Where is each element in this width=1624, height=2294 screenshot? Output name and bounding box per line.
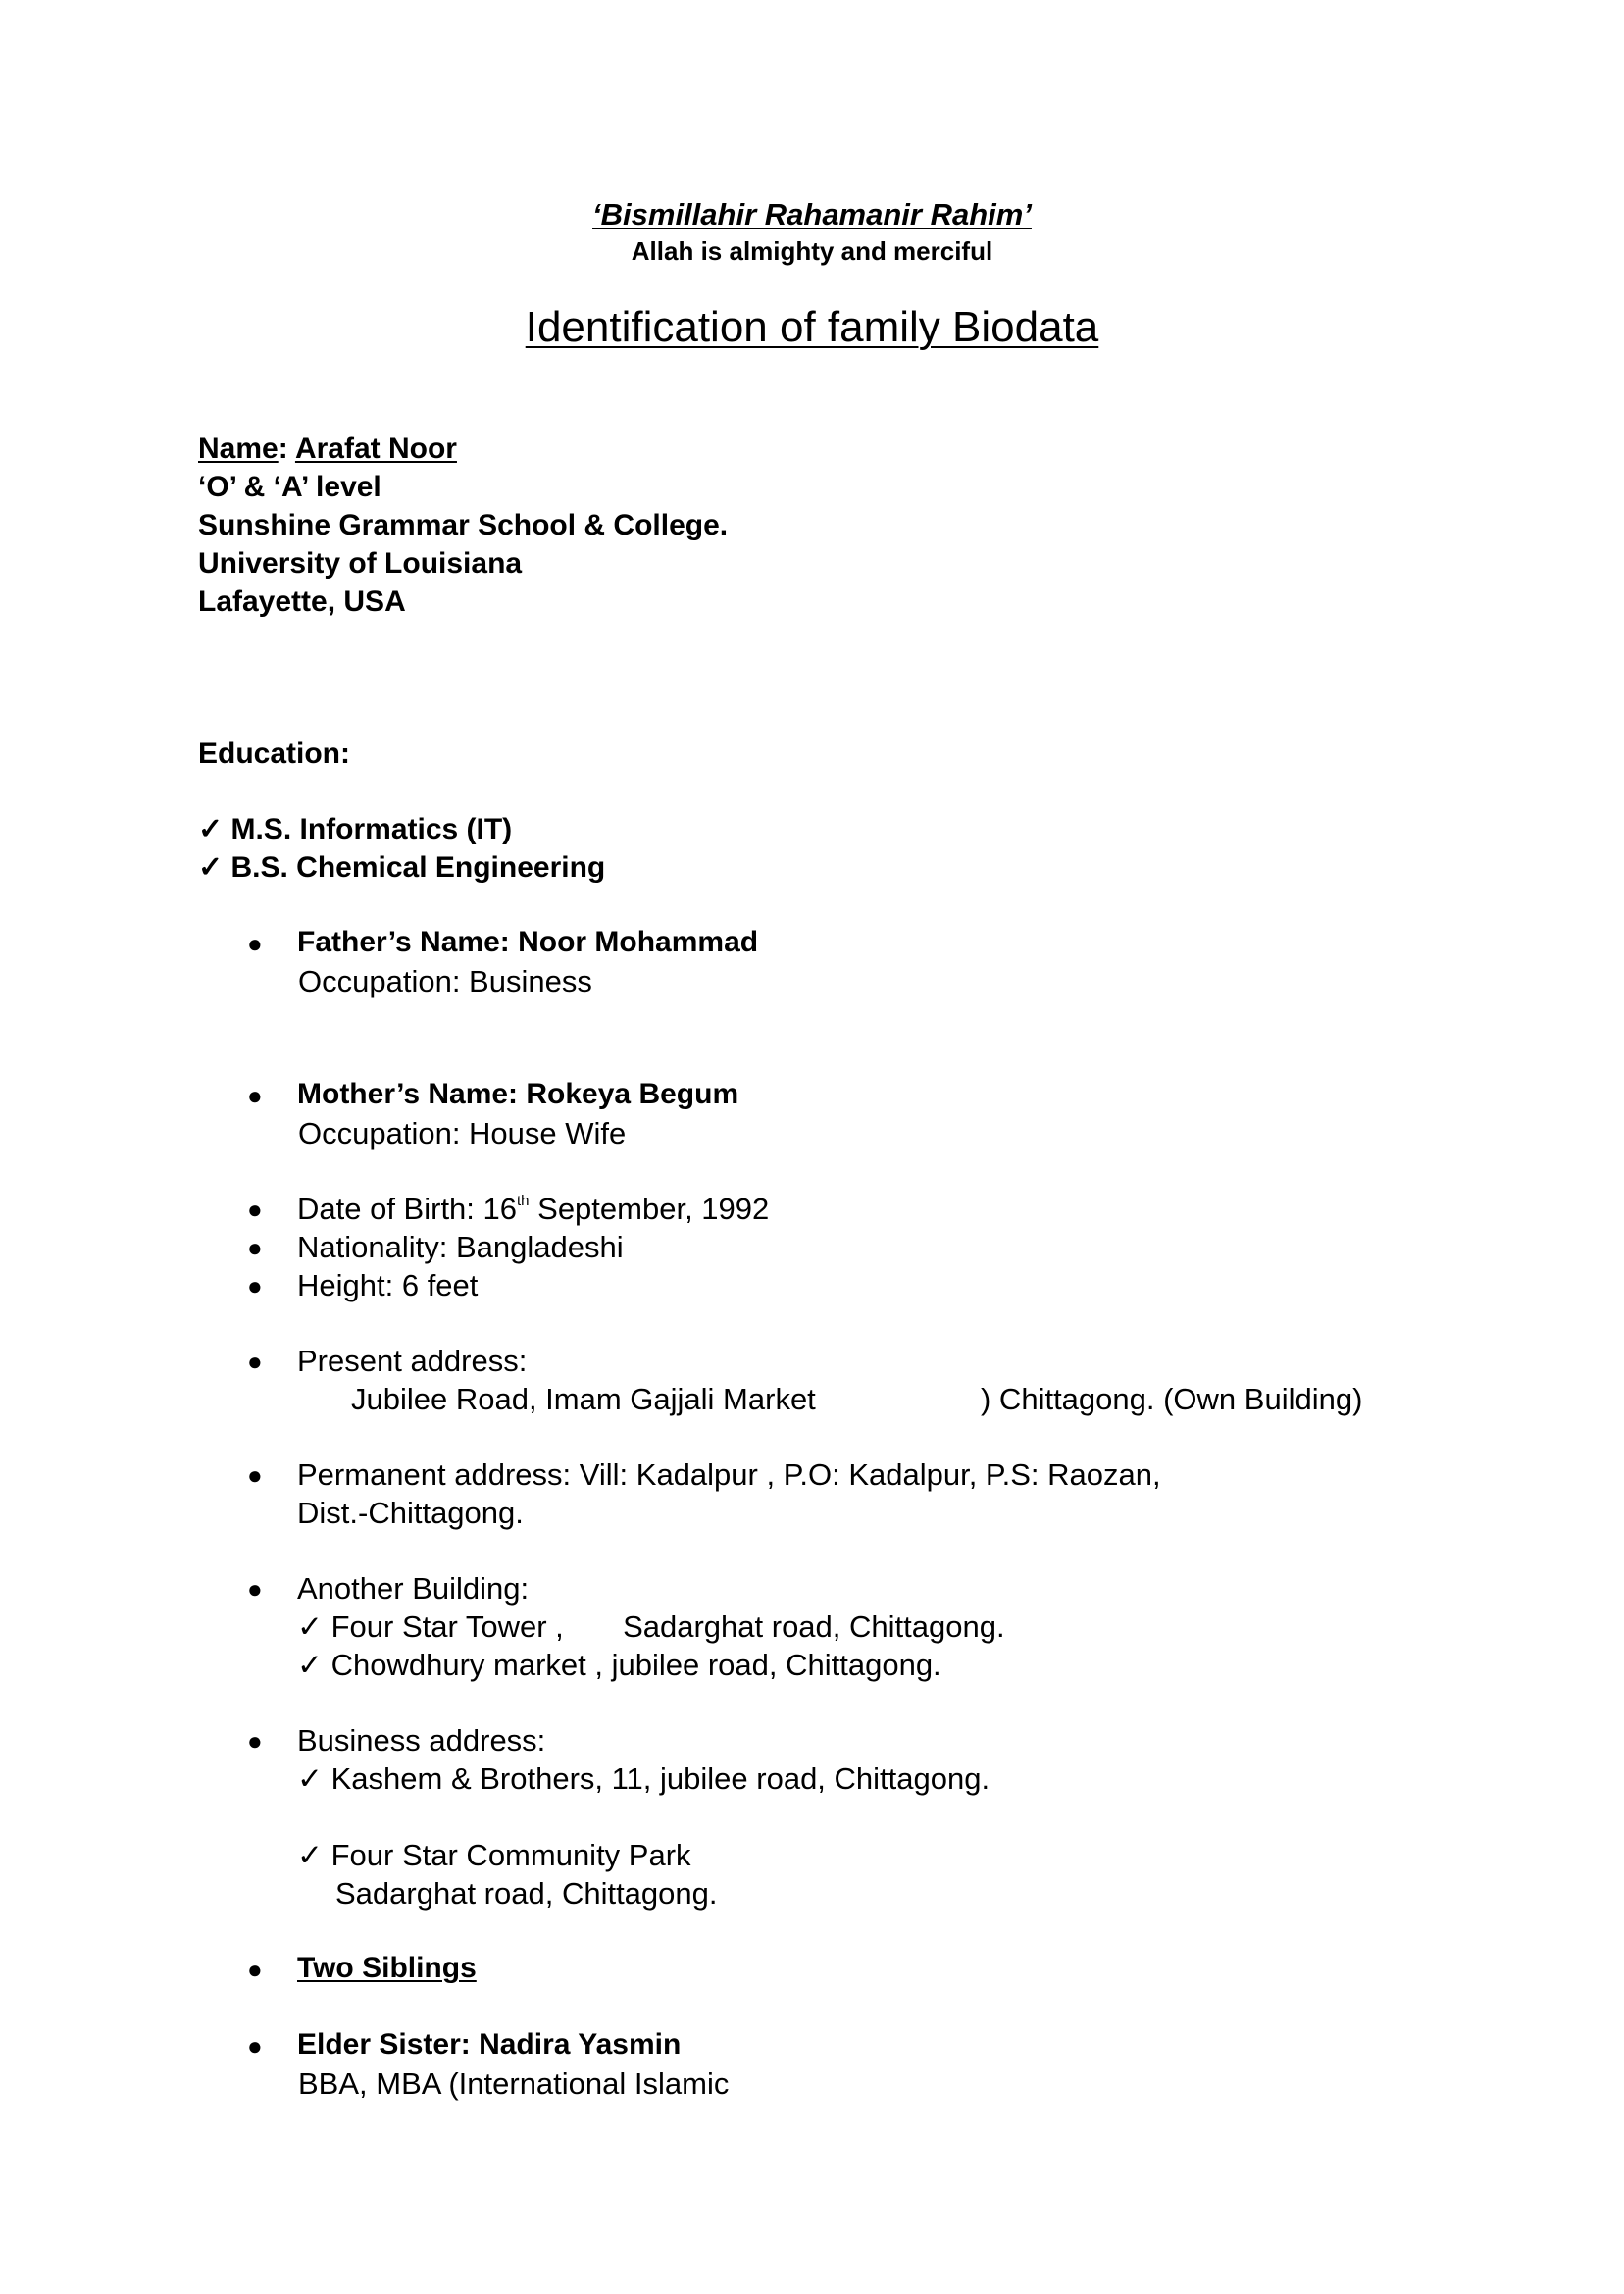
mother-name: Mother’s Name: Rokeya Begum	[297, 1078, 739, 1110]
date-of-birth	[297, 1194, 769, 1224]
present-address-part1: Jubilee Road, Imam Gajjali Market	[351, 1382, 816, 1416]
mother-occupation: Occupation: House Wife	[298, 1116, 627, 1150]
bullet-icon: ●	[247, 2031, 263, 2061]
check-icon: ✓	[297, 1609, 323, 1644]
business-address-text: Four Star Community Park	[330, 1838, 691, 1872]
another-building-item	[297, 1611, 1005, 1642]
present-address-label: Present address:	[297, 1344, 528, 1378]
education-item	[198, 815, 512, 844]
business-address-item	[297, 1840, 691, 1870]
bullet-icon: ●	[247, 1955, 263, 1984]
check-icon: ✓	[297, 1761, 323, 1796]
name-label: Name	[198, 433, 279, 465]
bullet-icon: ●	[247, 929, 263, 958]
page-title: Identification of family Biodata	[525, 303, 1099, 351]
business-address-text: Sadarghat road, Chittagong.	[335, 1876, 718, 1911]
profile-line: Lafayette, USA	[198, 586, 406, 618]
bullet-icon: ●	[247, 1081, 263, 1110]
profile-line: University of Louisiana	[198, 547, 523, 580]
bullet-icon: ●	[247, 1460, 263, 1490]
another-building-item	[297, 1650, 941, 1680]
nationality: Nationality: Bangladeshi	[297, 1230, 624, 1264]
subtitle: Allah is almighty and merciful	[631, 236, 993, 266]
father-occupation: Occupation: Business	[298, 964, 592, 998]
education-item-text: B.S. Chemical Engineering	[230, 851, 606, 884]
business-address-text: Kashem & Brothers, 11, jubilee road, Chittagong.	[330, 1761, 990, 1796]
profile-line: ‘O’ & ‘A’ level	[198, 471, 381, 503]
check-icon: ✓	[198, 851, 224, 884]
bullet-icon: ●	[247, 1271, 263, 1300]
another-building-label: Another Building:	[297, 1571, 530, 1606]
dob-suffix: September, 1992	[529, 1192, 770, 1226]
elder-sister-education: BBA, MBA (International Islamic	[298, 2066, 730, 2101]
education-heading: Education:	[198, 738, 350, 770]
bullet-icon: ●	[247, 1574, 263, 1604]
height: Height: 6 feet	[297, 1268, 479, 1302]
present-address-part2: ) Chittagong. (Own Building)	[981, 1382, 1363, 1416]
business-address-item	[297, 1763, 990, 1794]
name-separator: :	[278, 433, 295, 465]
check-icon: ✓	[198, 813, 224, 845]
education-item	[198, 853, 605, 883]
bullet-icon: ●	[247, 1195, 263, 1224]
bullet-icon: ●	[247, 1726, 263, 1756]
permanent-address-line2: Dist.-Chittagong.	[297, 1496, 524, 1530]
business-address-label: Business address:	[297, 1723, 546, 1758]
father-name: Father’s Name: Noor Mohammad	[297, 926, 759, 958]
bullet-icon: ●	[247, 1233, 263, 1262]
name-value: Arafat Noor	[294, 433, 457, 465]
permanent-address-line1: Permanent address: Vill: Kadalpur , P.O: Kadalpur, P.S: Raozan,	[297, 1457, 1161, 1492]
another-building-text: Chowdhury market , jubilee road, Chittagong.	[330, 1648, 941, 1682]
education-item-text: M.S. Informatics (IT)	[230, 813, 513, 845]
dob-ordinal: th	[517, 1193, 530, 1209]
check-icon: ✓	[297, 1838, 323, 1872]
bullet-icon: ●	[247, 1347, 263, 1376]
siblings-heading: Two Siblings	[297, 1952, 477, 1984]
dob-prefix: Date of Birth: 16	[297, 1192, 518, 1226]
check-icon: ✓	[297, 1648, 323, 1682]
profile-line: Sunshine Grammar School & College.	[198, 509, 729, 541]
invocation-heading: ‘Bismillahir Rahamanir Rahim’	[592, 197, 1032, 231]
elder-sister-name: Elder Sister: Nadira Yasmin	[297, 2028, 682, 2061]
another-building-text: Four Star Tower , Sadarghat road, Chittagong.	[330, 1609, 1005, 1644]
name-line	[198, 434, 457, 464]
